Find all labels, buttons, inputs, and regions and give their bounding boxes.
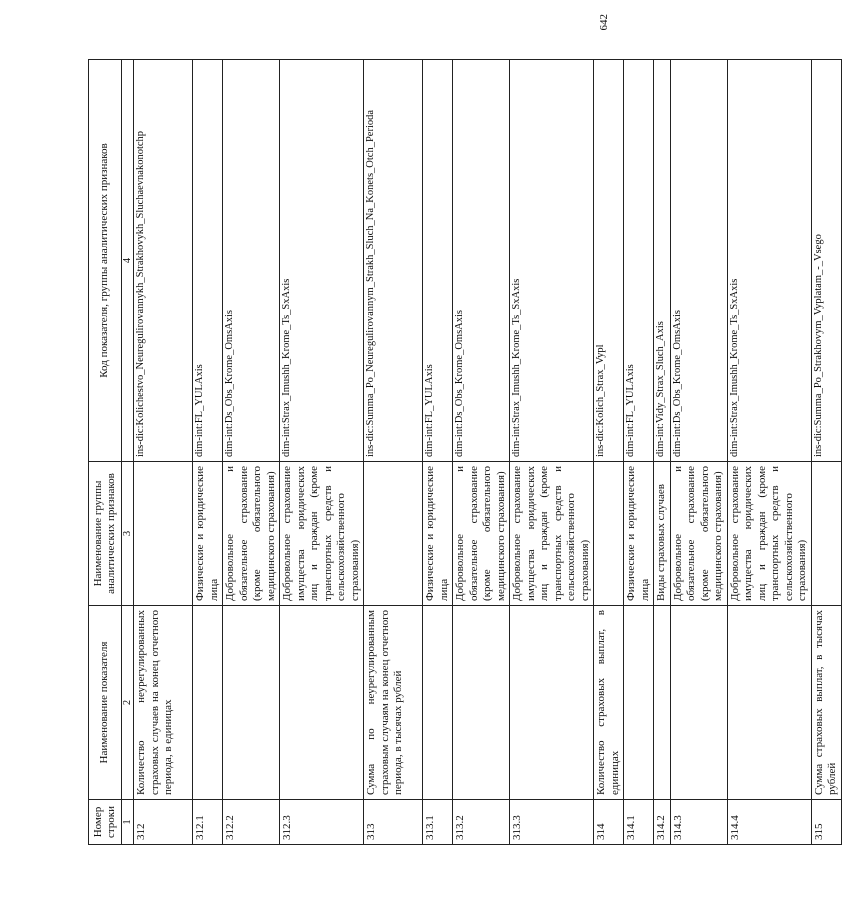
indicator-name-cell: Сумма страховых выплат, в тысячах рублей (811, 606, 841, 800)
indicator-code-cell: dim-int:Strax_Imushh_Krome_Ts_SxAxis (510, 60, 594, 462)
indicator-code-cell: dim-int:FL_YULAxis (423, 60, 453, 462)
table-row (193, 60, 223, 845)
indicator-code-cell: dim-int:Vidy_Strax_Sluch_Axis (654, 60, 671, 462)
indicator-name-cell (453, 606, 510, 800)
row-number-cell: 313.2 (453, 800, 510, 845)
header-row (89, 60, 122, 845)
rotated-page (88, 60, 838, 845)
row-number-cell: 314.1 (624, 800, 654, 845)
indicator-name-cell (654, 606, 671, 800)
indicator-table (88, 59, 842, 845)
indicator-code-cell: dim-int:Ds_Obs_Krome_OmsAxis (670, 60, 727, 462)
group-name-cell: Физические и юридические лица (624, 462, 654, 606)
row-number-cell: 314 (594, 800, 624, 845)
row-number-cell: 314.3 (670, 800, 727, 845)
indicator-name-cell (727, 606, 811, 800)
row-number-cell: 315 (811, 800, 841, 845)
table-row (594, 60, 624, 845)
row-number-cell: 313 (364, 800, 423, 845)
indicator-name-cell (223, 606, 280, 800)
group-name-cell: Добровольное страхование имущества юридических лиц и граждан (кроме транспортных средств и сельскохозяйственного страхования) (280, 462, 364, 606)
group-name-cell (364, 462, 423, 606)
row-number-cell: 313.1 (423, 800, 453, 845)
table-row (453, 60, 510, 845)
indicator-code-cell: ins-dic:Kolich_Strax_Vypl (594, 60, 624, 462)
group-name-cell (811, 462, 841, 606)
indicator-name-cell (510, 606, 594, 800)
table-row (423, 60, 453, 845)
header-code: Код показателя, группы аналитических признаков (89, 60, 122, 462)
row-number-cell: 312.1 (193, 800, 223, 845)
row-number-cell: 312.3 (280, 800, 364, 845)
table-row (624, 60, 654, 845)
column-number: 3 (122, 462, 134, 606)
group-name-cell (594, 462, 624, 606)
header-num: Номер строки (89, 800, 122, 845)
table-row (727, 60, 811, 845)
group-name-cell: Добровольное и обязательное страхование (кроме обязательного медицинского страхования) (670, 462, 727, 606)
header-name: Наименование показателя (89, 606, 122, 800)
indicator-code-cell: dim-int:Strax_Imushh_Krome_Ts_SxAxis (280, 60, 364, 462)
indicator-name-cell: Количество страховых выплат, в единицах (594, 606, 624, 800)
indicator-name-cell (280, 606, 364, 800)
group-name-cell: Физические и юридические лица (193, 462, 223, 606)
indicator-name-cell: Сумма по неурегулированным страховым случаям на конец отчетного периода, в тысячах рублей (364, 606, 423, 800)
table-row (654, 60, 671, 845)
row-number-cell: 314.4 (727, 800, 811, 845)
table-row (134, 60, 193, 845)
column-numbers-row (122, 60, 134, 845)
column-number: 4 (122, 60, 134, 462)
indicator-name-cell (624, 606, 654, 800)
indicator-code-cell: dim-int:FL_YULAxis (624, 60, 654, 462)
table-row (280, 60, 364, 845)
group-name-cell: Добровольное и обязательное страхование (кроме обязательного медицинского страхования) (453, 462, 510, 606)
table-row (364, 60, 423, 845)
indicator-name-cell (423, 606, 453, 800)
indicator-code-cell: dim-int:FL_YULAxis (193, 60, 223, 462)
indicator-name-cell (193, 606, 223, 800)
row-number-cell: 313.3 (510, 800, 594, 845)
group-name-cell: Добровольное и обязательное страхование (кроме обязательного медицинского страхования) (223, 462, 280, 606)
table-row (811, 60, 841, 845)
indicator-name-cell: Количество неурегулированных страховых случаев на конец отчетного периода, в единицах (134, 606, 193, 800)
indicator-code-cell: ins-dic:Summa_Po_Neuregulirovannym_Strakh_Sluch_Na_Konets_Otch_Perioda (364, 60, 423, 462)
group-name-cell: Виды страховых случаев (654, 462, 671, 606)
page-number: 642 (598, 14, 610, 31)
group-name-cell: Физические и юридические лица (423, 462, 453, 606)
row-number-cell: 312.2 (223, 800, 280, 845)
indicator-name-cell (670, 606, 727, 800)
row-number-cell: 314.2 (654, 800, 671, 845)
table-row (223, 60, 280, 845)
indicator-code-cell: ins-dic:Summa_Po_Strakhovym_Vyplatam_-_Vsego (811, 60, 841, 462)
group-name-cell: Добровольное страхование имущества юридических лиц и граждан (кроме транспортных средств и сельскохозяйственного страхования) (727, 462, 811, 606)
table-row (510, 60, 594, 845)
table-row (670, 60, 727, 845)
indicator-code-cell: ins-dic:Kolichestvo_Neuregulirovannykh_Strakhovykh_Sluchaevnakonotchp (134, 60, 193, 462)
group-name-cell: Добровольное страхование имущества юридических лиц и граждан (кроме транспортных средств и сельскохозяйственного страхования) (510, 462, 594, 606)
indicator-code-cell: dim-int:Strax_Imushh_Krome_Ts_SxAxis (727, 60, 811, 462)
indicator-code-cell: dim-int:Ds_Obs_Krome_OmsAxis (453, 60, 510, 462)
group-name-cell (134, 462, 193, 606)
column-number: 2 (122, 606, 134, 800)
header-group: Наименование группы аналитических признаков (89, 462, 122, 606)
indicator-code-cell: dim-int:Ds_Obs_Krome_OmsAxis (223, 60, 280, 462)
row-number-cell: 312 (134, 800, 193, 845)
column-number: 1 (122, 800, 134, 845)
